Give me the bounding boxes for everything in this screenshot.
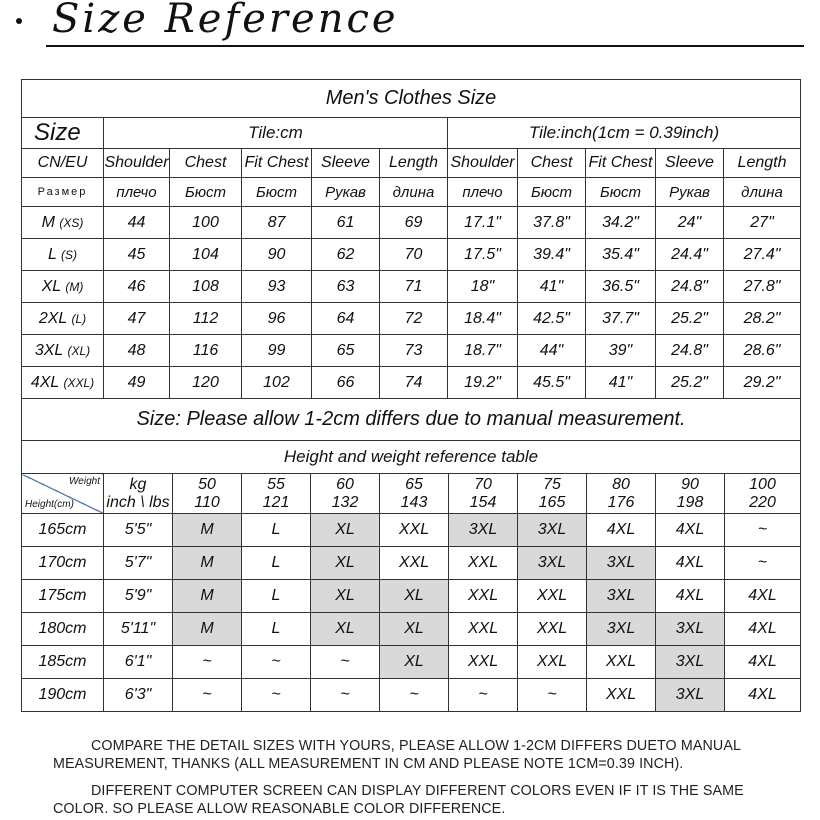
kg-value: 90: [681, 475, 699, 493]
recommended-size-cell: XXL: [380, 514, 449, 547]
size-name-cell: [22, 367, 104, 399]
weight-column-header: [449, 474, 518, 514]
inch-value-cell: 25.2": [656, 303, 724, 335]
recommended-size-cell: XL: [380, 646, 449, 679]
recommended-size-cell: ~: [311, 646, 380, 679]
table-row: [22, 514, 801, 547]
lbs-value: 198: [676, 493, 704, 511]
table-row: [22, 239, 801, 271]
inch-value-cell: 37.8": [518, 207, 586, 239]
size-name-cell: [22, 303, 104, 335]
russian-header-inch-2: Бюст: [586, 178, 656, 207]
kg-value: 80: [612, 475, 630, 493]
cm-value-cell: 72: [380, 303, 448, 335]
column-header-cm-1: Chest: [170, 149, 242, 178]
inch-value-cell: 37.7": [586, 303, 656, 335]
height-cm-cell: 170cm: [22, 547, 104, 580]
inch-unit-label: Tile:inch(1cm = 0.39inch): [448, 118, 801, 149]
lbs-value: 132: [331, 493, 359, 511]
recommended-size-cell: XL: [311, 580, 380, 613]
inch-value-cell: 44": [518, 335, 586, 367]
inch-value-cell: 27.4": [724, 239, 801, 271]
size-table-title: Men's Clothes Size: [22, 80, 801, 118]
lbs-label: inch \ lbs: [106, 493, 170, 511]
lbs-value: 143: [400, 493, 428, 511]
recommended-size-cell: XXL: [518, 646, 587, 679]
cm-value-cell: 61: [312, 207, 380, 239]
size-name: XL: [41, 277, 61, 295]
footer-line-2: DIFFERENT COMPUTER SCREEN CAN DISPLAY DIFFERENT COLORS EVEN IF IT IS THE SAME COLOR. SO PLEASE ALLOW REASONABLE COLOR DIFFERENCE.: [53, 783, 744, 817]
size-name-cell: [22, 207, 104, 239]
size-name: L: [47, 245, 57, 263]
cm-value-cell: 64: [312, 303, 380, 335]
recommended-size-cell: ~: [380, 679, 449, 712]
recommended-size-cell: 3XL: [587, 580, 656, 613]
russian-header-cm-2: Бюст: [242, 178, 312, 207]
russian-header-cm-4: длина: [380, 178, 448, 207]
size-alt: (XS): [59, 215, 84, 230]
page-header: [0, 0, 820, 50]
cm-value-cell: 71: [380, 271, 448, 303]
table-row: [22, 580, 801, 613]
cneu-label: CN/EU: [22, 149, 104, 178]
height-cm-cell: 175cm: [22, 580, 104, 613]
inch-value-cell: 34.2": [586, 207, 656, 239]
column-header-inch-0: Shoulder: [448, 149, 518, 178]
lbs-value: 121: [262, 493, 290, 511]
inch-value-cell: 18": [448, 271, 518, 303]
size-alt: (S): [61, 247, 78, 262]
inch-value-cell: 39.4": [518, 239, 586, 271]
recommended-size-cell: 3XL: [587, 613, 656, 646]
cm-value-cell: 102: [242, 367, 312, 399]
cm-value-cell: 73: [380, 335, 448, 367]
measurement-note: Size: Please allow 1-2cm differs due to manual measurement.: [22, 399, 801, 441]
cm-value-cell: 96: [242, 303, 312, 335]
recommended-size-cell: ~: [725, 514, 801, 547]
cm-value-cell: 74: [380, 367, 448, 399]
weight-column-header: [587, 474, 656, 514]
recommended-size-cell: XXL: [518, 580, 587, 613]
height-inch-cell: 5'9": [104, 580, 173, 613]
unit-label-cell: [104, 474, 173, 514]
recommended-size-cell: ~: [173, 679, 242, 712]
cm-value-cell: 87: [242, 207, 312, 239]
inch-value-cell: 17.1": [448, 207, 518, 239]
recommended-size-cell: M: [173, 613, 242, 646]
table-row: [22, 335, 801, 367]
inch-value-cell: 41": [518, 271, 586, 303]
kg-value: 75: [543, 475, 561, 493]
inch-value-cell: 24.8": [656, 271, 724, 303]
table-row: [22, 547, 801, 580]
column-header-inch-2: Fit Chest: [586, 149, 656, 178]
cm-value-cell: 65: [312, 335, 380, 367]
russian-header-cm-1: Бюст: [170, 178, 242, 207]
recommended-size-cell: XXL: [449, 547, 518, 580]
inch-value-cell: 27": [724, 207, 801, 239]
kg-value: 60: [336, 475, 354, 493]
cm-unit-label: Tile:cm: [104, 118, 448, 149]
height-inch-cell: 5'5": [104, 514, 173, 547]
recommended-size-cell: ~: [449, 679, 518, 712]
table-row: [22, 613, 801, 646]
footer-line-1: COMPARE THE DETAIL SIZES WITH YOURS, PLEASE ALLOW 1-2CM DIFFERS DUETO MANUAL MEASUREMENT, THANKS (ALL MEASUREMENT IN CM AND PLEASE NOTE 1CM=0.39 INCH).: [53, 738, 741, 772]
recommended-size-cell: XXL: [449, 646, 518, 679]
size-name-cell: [22, 335, 104, 367]
size-alt: (XXL): [63, 375, 95, 390]
column-header-inch-3: Sleeve: [656, 149, 724, 178]
size-alt: (M): [65, 279, 84, 294]
inch-value-cell: 35.4": [586, 239, 656, 271]
recommended-size-cell: XXL: [587, 679, 656, 712]
inch-value-cell: 24.4": [656, 239, 724, 271]
russian-header-cm-3: Рукав: [312, 178, 380, 207]
height-cm-cell: 185cm: [22, 646, 104, 679]
inch-value-cell: 19.2": [448, 367, 518, 399]
size-name: 4XL: [30, 373, 60, 391]
lbs-value: 154: [469, 493, 497, 511]
cm-value-cell: 47: [104, 303, 170, 335]
height-label: Height(cm): [25, 499, 74, 510]
recommended-size-cell: 4XL: [656, 547, 725, 580]
recommended-size-cell: 3XL: [656, 613, 725, 646]
table-row: [22, 367, 801, 399]
cm-value-cell: 93: [242, 271, 312, 303]
inch-value-cell: 41": [586, 367, 656, 399]
table-row: [22, 646, 801, 679]
cm-value-cell: 48: [104, 335, 170, 367]
recommended-size-cell: XXL: [380, 547, 449, 580]
height-cm-cell: 190cm: [22, 679, 104, 712]
recommended-size-cell: XXL: [449, 580, 518, 613]
weight-column-header: [173, 474, 242, 514]
hw-table-title: Height and weight reference table: [22, 441, 801, 474]
russian-header-cm-0: плечо: [104, 178, 170, 207]
russian-header-row: [22, 178, 801, 207]
height-inch-cell: 5'11": [104, 613, 173, 646]
height-cm-cell: 180cm: [22, 613, 104, 646]
inch-value-cell: 36.5": [586, 271, 656, 303]
size-name: 2XL: [38, 309, 68, 327]
recommended-size-cell: 3XL: [587, 547, 656, 580]
mens-size-table: [21, 79, 801, 441]
footer-color-note: [53, 782, 773, 818]
recommended-size-cell: 4XL: [725, 679, 801, 712]
recommended-size-cell: ~: [311, 679, 380, 712]
inch-value-cell: 45.5": [518, 367, 586, 399]
recommended-size-cell: 4XL: [725, 646, 801, 679]
cm-value-cell: 116: [170, 335, 242, 367]
recommended-size-cell: ~: [518, 679, 587, 712]
size-name-cell: [22, 239, 104, 271]
weight-height-diagonal-cell: [22, 474, 104, 514]
table-row: [22, 303, 801, 335]
weight-column-header: [380, 474, 449, 514]
inch-value-cell: 18.7": [448, 335, 518, 367]
recommended-size-cell: L: [242, 580, 311, 613]
recommended-size-cell: 4XL: [656, 514, 725, 547]
size-name: M: [41, 213, 55, 231]
recommended-size-cell: M: [173, 514, 242, 547]
recommended-size-cell: XXL: [518, 613, 587, 646]
cm-value-cell: 90: [242, 239, 312, 271]
size-name-cell: [22, 271, 104, 303]
height-inch-cell: 6'1": [104, 646, 173, 679]
cm-value-cell: 62: [312, 239, 380, 271]
height-cm-cell: 165cm: [22, 514, 104, 547]
kg-value: 55: [267, 475, 285, 493]
cm-value-cell: 120: [170, 367, 242, 399]
recommended-size-cell: L: [242, 547, 311, 580]
column-header-cm-2: Fit Chest: [242, 149, 312, 178]
cm-value-cell: 99: [242, 335, 312, 367]
russian-header-inch-1: Бюст: [518, 178, 586, 207]
weight-header-row: [22, 474, 801, 514]
recommended-size-cell: XXL: [449, 613, 518, 646]
inch-value-cell: 27.8": [724, 271, 801, 303]
russian-header-inch-4: длина: [724, 178, 801, 207]
lbs-value: 165: [538, 493, 566, 511]
recommended-size-cell: L: [242, 514, 311, 547]
cm-value-cell: 69: [380, 207, 448, 239]
cm-value-cell: 108: [170, 271, 242, 303]
column-header-cm-0: Shoulder: [104, 149, 170, 178]
bullet-dot-icon: [16, 18, 22, 24]
recommended-size-cell: 3XL: [518, 514, 587, 547]
cm-value-cell: 112: [170, 303, 242, 335]
inch-value-cell: 28.2": [724, 303, 801, 335]
recommended-size-cell: ~: [173, 646, 242, 679]
recommended-size-cell: XL: [380, 613, 449, 646]
size-name: 3XL: [34, 341, 64, 359]
recommended-size-cell: 4XL: [587, 514, 656, 547]
height-inch-cell: 5'7": [104, 547, 173, 580]
column-header-cm-3: Sleeve: [312, 149, 380, 178]
inch-value-cell: 29.2": [724, 367, 801, 399]
recommended-size-cell: ~: [725, 547, 801, 580]
recommended-size-cell: 3XL: [518, 547, 587, 580]
recommended-size-cell: M: [173, 547, 242, 580]
kg-value: 50: [198, 475, 216, 493]
recommended-size-cell: 3XL: [656, 679, 725, 712]
table-row: [22, 271, 801, 303]
weight-column-header: [311, 474, 380, 514]
recommended-size-cell: XXL: [587, 646, 656, 679]
recommended-size-cell: L: [242, 613, 311, 646]
inch-value-cell: 25.2": [656, 367, 724, 399]
weight-column-header: [725, 474, 801, 514]
table-row: [22, 207, 801, 239]
weight-column-header: [518, 474, 587, 514]
recommended-size-cell: XL: [380, 580, 449, 613]
cm-value-cell: 66: [312, 367, 380, 399]
recommended-size-cell: 3XL: [656, 646, 725, 679]
column-header-cm-4: Length: [380, 149, 448, 178]
footer-measurement-note: [53, 737, 773, 773]
recommended-size-cell: XL: [311, 613, 380, 646]
page-title: Size Reference: [52, 0, 399, 42]
lbs-value: 176: [607, 493, 635, 511]
inch-value-cell: 24.8": [656, 335, 724, 367]
cm-value-cell: 45: [104, 239, 170, 271]
inch-value-cell: 18.4": [448, 303, 518, 335]
kg-value: 65: [405, 475, 423, 493]
recommended-size-cell: 4XL: [725, 613, 801, 646]
title-underline: [46, 45, 804, 47]
inch-value-cell: 42.5": [518, 303, 586, 335]
recommended-size-cell: 4XL: [725, 580, 801, 613]
recommended-size-cell: 4XL: [656, 580, 725, 613]
russian-size-label: Размер: [22, 178, 104, 207]
cm-value-cell: 49: [104, 367, 170, 399]
lbs-value: 110: [194, 493, 220, 511]
russian-header-inch-3: Рукав: [656, 178, 724, 207]
russian-header-inch-0: плечо: [448, 178, 518, 207]
cm-value-cell: 100: [170, 207, 242, 239]
column-header-inch-4: Length: [724, 149, 801, 178]
recommended-size-cell: M: [173, 580, 242, 613]
column-header-inch-1: Chest: [518, 149, 586, 178]
cm-value-cell: 44: [104, 207, 170, 239]
kg-value: 100: [749, 475, 776, 493]
weight-column-header: [242, 474, 311, 514]
height-inch-cell: 6'3": [104, 679, 173, 712]
inch-value-cell: 24": [656, 207, 724, 239]
inch-value-cell: 28.6": [724, 335, 801, 367]
table-row: [22, 679, 801, 712]
recommended-size-cell: XL: [311, 547, 380, 580]
recommended-size-cell: 3XL: [449, 514, 518, 547]
kg-value: 70: [474, 475, 492, 493]
size-label: Size: [22, 118, 104, 149]
recommended-size-cell: ~: [242, 646, 311, 679]
weight-column-header: [656, 474, 725, 514]
cm-value-cell: 63: [312, 271, 380, 303]
cm-value-cell: 70: [380, 239, 448, 271]
inch-value-cell: 39": [586, 335, 656, 367]
cm-value-cell: 104: [170, 239, 242, 271]
size-alt: (XL): [67, 343, 91, 358]
kg-label: kg: [129, 475, 147, 493]
lbs-value: 220: [749, 493, 776, 511]
cm-value-cell: 46: [104, 271, 170, 303]
recommended-size-cell: XL: [311, 514, 380, 547]
recommended-size-cell: ~: [242, 679, 311, 712]
weight-label: Weight: [69, 476, 100, 487]
height-weight-table: [21, 440, 801, 712]
inch-value-cell: 17.5": [448, 239, 518, 271]
size-alt: (L): [71, 311, 87, 326]
column-header-row: [22, 149, 801, 178]
